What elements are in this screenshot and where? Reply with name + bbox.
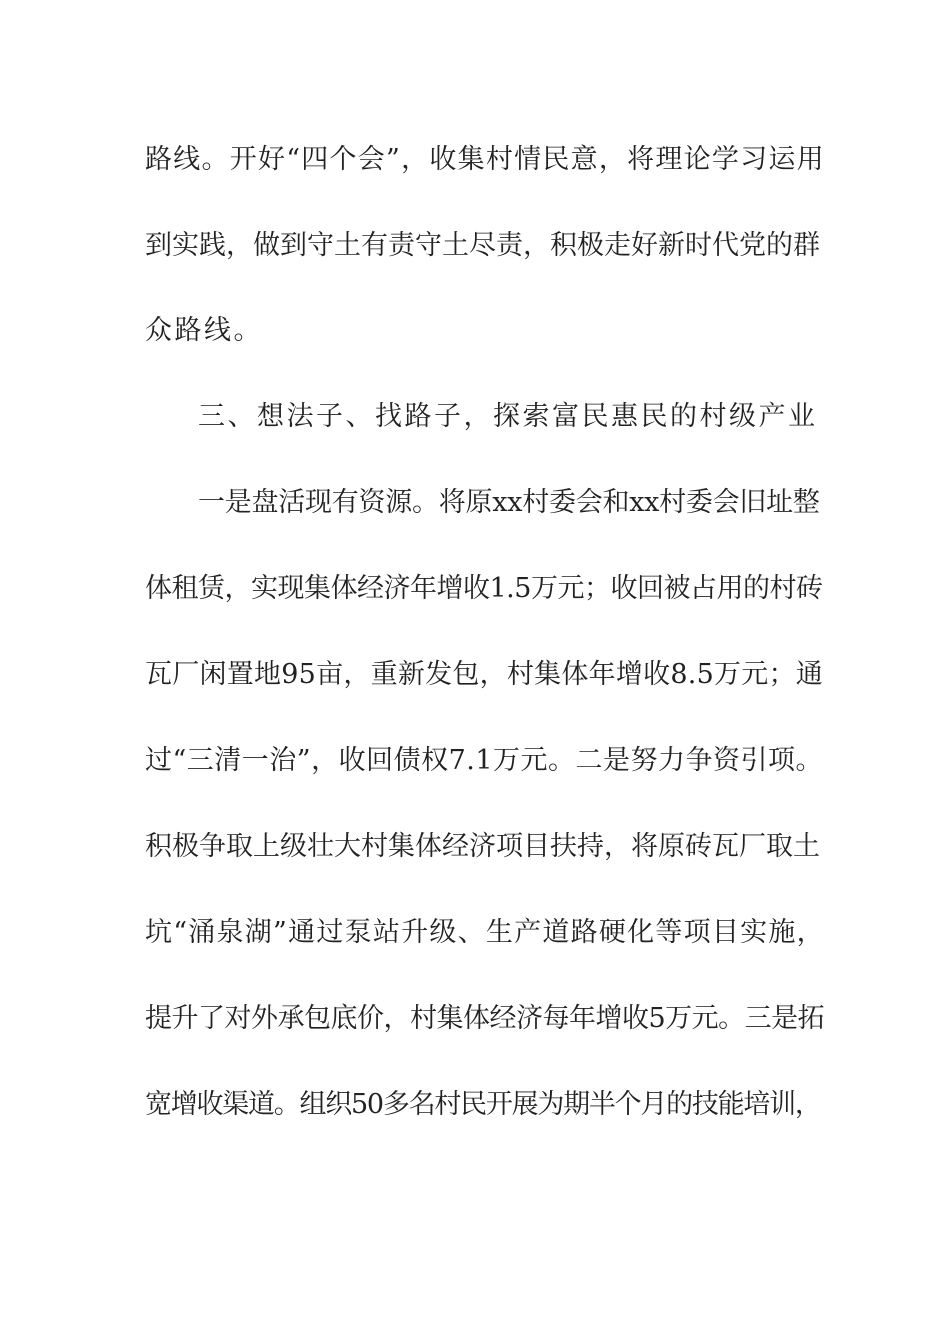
paragraph-line: 体租赁，实现集体经济年增收1.5万元；收回被占用的村砖 xyxy=(145,573,823,604)
paragraph-line: 瓦厂闲置地95亩，重新发包，村集体年增收8.5万元；通 xyxy=(145,659,824,690)
paragraph-line: 众路线。 xyxy=(145,315,263,346)
paragraph-line: 路线。开好“四个会”，收集村情民意，将理论学习运用 xyxy=(145,144,825,175)
paragraph-line: 坑“涌泉湖”通过泵站升级、生产道路硬化等项目实施， xyxy=(145,917,825,948)
paragraph-line: 到实践，做到守土有责守土尽责，积极走好新时代党的群 xyxy=(145,230,820,261)
paragraph-line: 提升了对外承包底价，村集体经济每年增收5万元。三是拓 xyxy=(145,1003,825,1034)
paragraph-line: 过“三清一治”，收回债权7.1万元。二是努力争资引项。 xyxy=(145,745,824,776)
paragraph-line: 一是盘活现有资源。将原xx村委会和xx村委会旧址整 xyxy=(198,487,820,518)
section-heading: 三、想法子、找路子，探索富民惠民的村级产业 xyxy=(198,401,818,432)
paragraph-line: 积极争取上级壮大村集体经济项目扶持，将原砖瓦厂取土 xyxy=(145,831,820,862)
paragraph-line: 宽增收渠道。组织50多名村民开展为期半个月的技能培训， xyxy=(145,1089,821,1120)
